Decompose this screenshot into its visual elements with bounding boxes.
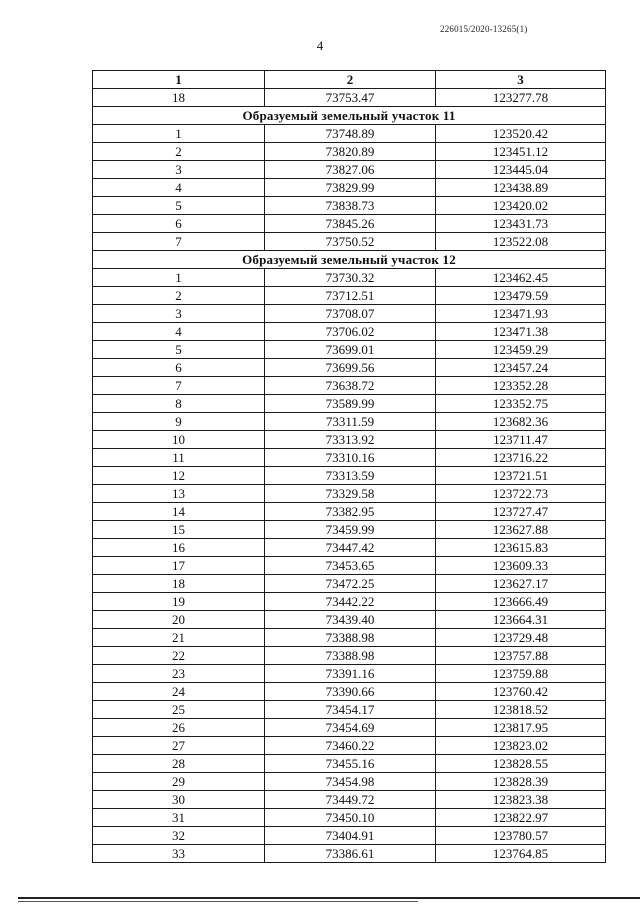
point-number-cell: 18: [93, 89, 265, 107]
coordinates-table: [92, 70, 606, 863]
table-row: [93, 827, 606, 845]
table-row: [93, 413, 606, 431]
point-number-cell: 11: [93, 449, 265, 467]
point-number-cell: 23: [93, 665, 265, 683]
y-coordinate-cell: 123721.51: [436, 467, 606, 485]
y-coordinate-cell: 123727.47: [436, 503, 606, 521]
y-coordinate-cell: 123520.42: [436, 125, 606, 143]
table-row: [93, 575, 606, 593]
y-coordinate-cell: 123609.33: [436, 557, 606, 575]
x-coordinate-cell: 73748.89: [265, 125, 436, 143]
x-coordinate-cell: 73388.98: [265, 629, 436, 647]
table-row: [93, 629, 606, 647]
column-header-point: 1: [93, 71, 265, 89]
y-coordinate-cell: 123682.36: [436, 413, 606, 431]
point-number-cell: 6: [93, 359, 265, 377]
point-number-cell: 24: [93, 683, 265, 701]
table-row: [93, 197, 606, 215]
y-coordinate-cell: 123716.22: [436, 449, 606, 467]
page-number: 4: [316, 38, 324, 53]
table-row: [93, 791, 606, 809]
point-number-cell: 16: [93, 539, 265, 557]
y-coordinate-cell: 123722.73: [436, 485, 606, 503]
table-header-row: [93, 71, 606, 89]
y-coordinate-cell: 123462.45: [436, 269, 606, 287]
y-coordinate-cell: 123522.08: [436, 233, 606, 251]
point-number-cell: 1: [93, 269, 265, 287]
x-coordinate-cell: 73730.32: [265, 269, 436, 287]
point-number-cell: 5: [93, 341, 265, 359]
y-coordinate-cell: 123828.55: [436, 755, 606, 773]
y-coordinate-cell: 123277.78: [436, 89, 606, 107]
table-row: [93, 737, 606, 755]
table-row: [93, 233, 606, 251]
x-coordinate-cell: 73329.58: [265, 485, 436, 503]
bottom-rule-secondary: [18, 901, 418, 902]
x-coordinate-cell: 73699.01: [265, 341, 436, 359]
x-coordinate-cell: 73386.61: [265, 845, 436, 863]
table-row: [93, 377, 606, 395]
x-coordinate-cell: 73454.98: [265, 773, 436, 791]
y-coordinate-cell: 123817.95: [436, 719, 606, 737]
column-header-x: 2: [265, 71, 436, 89]
y-coordinate-cell: 123471.38: [436, 323, 606, 341]
y-coordinate-cell: 123822.97: [436, 809, 606, 827]
table-row: [93, 719, 606, 737]
point-number-cell: 33: [93, 845, 265, 863]
y-coordinate-cell: 123420.02: [436, 197, 606, 215]
table-row: [93, 449, 606, 467]
table-row: [93, 467, 606, 485]
x-coordinate-cell: 73845.26: [265, 215, 436, 233]
table-row: [93, 305, 606, 323]
point-number-cell: 12: [93, 467, 265, 485]
point-number-cell: 3: [93, 305, 265, 323]
section-header-row: [93, 251, 606, 269]
x-coordinate-cell: 73460.22: [265, 737, 436, 755]
x-coordinate-cell: 73454.69: [265, 719, 436, 737]
y-coordinate-cell: 123438.89: [436, 179, 606, 197]
x-coordinate-cell: 73453.65: [265, 557, 436, 575]
point-number-cell: 15: [93, 521, 265, 539]
point-number-cell: 28: [93, 755, 265, 773]
x-coordinate-cell: 73708.07: [265, 305, 436, 323]
y-coordinate-cell: 123760.42: [436, 683, 606, 701]
x-coordinate-cell: 73388.98: [265, 647, 436, 665]
x-coordinate-cell: 73838.73: [265, 197, 436, 215]
point-number-cell: 2: [93, 143, 265, 161]
y-coordinate-cell: 123664.31: [436, 611, 606, 629]
bottom-rule: [18, 897, 640, 899]
table-row: [93, 179, 606, 197]
y-coordinate-cell: 123757.88: [436, 647, 606, 665]
section-header-row: [93, 107, 606, 125]
table-row: [93, 323, 606, 341]
point-number-cell: 4: [93, 179, 265, 197]
y-coordinate-cell: 123471.93: [436, 305, 606, 323]
y-coordinate-cell: 123823.38: [436, 791, 606, 809]
x-coordinate-cell: 73638.72: [265, 377, 436, 395]
x-coordinate-cell: 73390.66: [265, 683, 436, 701]
column-header-y: 3: [436, 71, 606, 89]
x-coordinate-cell: 73827.06: [265, 161, 436, 179]
x-coordinate-cell: 73391.16: [265, 665, 436, 683]
x-coordinate-cell: 73454.17: [265, 701, 436, 719]
table-row: [93, 647, 606, 665]
x-coordinate-cell: 73382.95: [265, 503, 436, 521]
x-coordinate-cell: 73439.40: [265, 611, 436, 629]
y-coordinate-cell: 123729.48: [436, 629, 606, 647]
y-coordinate-cell: 123445.04: [436, 161, 606, 179]
section-title: Образуемый земельный участок 11: [93, 107, 606, 125]
table-row: [93, 701, 606, 719]
x-coordinate-cell: 73472.25: [265, 575, 436, 593]
x-coordinate-cell: 73449.72: [265, 791, 436, 809]
y-coordinate-cell: 123352.75: [436, 395, 606, 413]
table-row: [93, 89, 606, 107]
table-row: [93, 125, 606, 143]
y-coordinate-cell: 123818.52: [436, 701, 606, 719]
point-number-cell: 4: [93, 323, 265, 341]
x-coordinate-cell: 73706.02: [265, 323, 436, 341]
x-coordinate-cell: 73313.59: [265, 467, 436, 485]
point-number-cell: 2: [93, 287, 265, 305]
table-row: [93, 593, 606, 611]
point-number-cell: 20: [93, 611, 265, 629]
y-coordinate-cell: 123780.57: [436, 827, 606, 845]
x-coordinate-cell: 73455.16: [265, 755, 436, 773]
point-number-cell: 30: [93, 791, 265, 809]
point-number-cell: 32: [93, 827, 265, 845]
table-row: [93, 485, 606, 503]
x-coordinate-cell: 73450.10: [265, 809, 436, 827]
table-row: [93, 521, 606, 539]
point-number-cell: 17: [93, 557, 265, 575]
y-coordinate-cell: 123352.28: [436, 377, 606, 395]
y-coordinate-cell: 123764.85: [436, 845, 606, 863]
y-coordinate-cell: 123627.17: [436, 575, 606, 593]
point-number-cell: 29: [93, 773, 265, 791]
point-number-cell: 10: [93, 431, 265, 449]
table-row: [93, 341, 606, 359]
x-coordinate-cell: 73699.56: [265, 359, 436, 377]
x-coordinate-cell: 73750.52: [265, 233, 436, 251]
table-row: [93, 359, 606, 377]
y-coordinate-cell: 123823.02: [436, 737, 606, 755]
point-number-cell: 31: [93, 809, 265, 827]
x-coordinate-cell: 73404.91: [265, 827, 436, 845]
table-row: [93, 683, 606, 701]
y-coordinate-cell: 123457.24: [436, 359, 606, 377]
point-number-cell: 7: [93, 377, 265, 395]
point-number-cell: 26: [93, 719, 265, 737]
x-coordinate-cell: 73589.99: [265, 395, 436, 413]
y-coordinate-cell: 123627.88: [436, 521, 606, 539]
table-row: [93, 143, 606, 161]
point-number-cell: 25: [93, 701, 265, 719]
x-coordinate-cell: 73447.42: [265, 539, 436, 557]
x-coordinate-cell: 73829.99: [265, 179, 436, 197]
point-number-cell: 14: [93, 503, 265, 521]
point-number-cell: 18: [93, 575, 265, 593]
point-number-cell: 19: [93, 593, 265, 611]
table-row: [93, 215, 606, 233]
table-row: [93, 557, 606, 575]
point-number-cell: 5: [93, 197, 265, 215]
table-row: [93, 269, 606, 287]
x-coordinate-cell: 73442.22: [265, 593, 436, 611]
table-row: [93, 503, 606, 521]
y-coordinate-cell: 123666.49: [436, 593, 606, 611]
x-coordinate-cell: 73712.51: [265, 287, 436, 305]
x-coordinate-cell: 73459.99: [265, 521, 436, 539]
point-number-cell: 1: [93, 125, 265, 143]
table-row: [93, 755, 606, 773]
table-row: [93, 665, 606, 683]
x-coordinate-cell: 73310.16: [265, 449, 436, 467]
y-coordinate-cell: 123451.12: [436, 143, 606, 161]
y-coordinate-cell: 123431.73: [436, 215, 606, 233]
x-coordinate-cell: 73820.89: [265, 143, 436, 161]
x-coordinate-cell: 73753.47: [265, 89, 436, 107]
point-number-cell: 27: [93, 737, 265, 755]
y-coordinate-cell: 123479.59: [436, 287, 606, 305]
table-row: [93, 809, 606, 827]
y-coordinate-cell: 123711.47: [436, 431, 606, 449]
table-row: [93, 395, 606, 413]
table-row: [93, 773, 606, 791]
x-coordinate-cell: 73311.59: [265, 413, 436, 431]
table-row: [93, 287, 606, 305]
table-row: [93, 431, 606, 449]
y-coordinate-cell: 123759.88: [436, 665, 606, 683]
point-number-cell: 6: [93, 215, 265, 233]
table-body: [93, 89, 606, 863]
point-number-cell: 3: [93, 161, 265, 179]
section-title: Образуемый земельный участок 12: [93, 251, 606, 269]
y-coordinate-cell: 123459.29: [436, 341, 606, 359]
point-number-cell: 9: [93, 413, 265, 431]
x-coordinate-cell: 73313.92: [265, 431, 436, 449]
point-number-cell: 7: [93, 233, 265, 251]
table-row: [93, 539, 606, 557]
y-coordinate-cell: 123615.83: [436, 539, 606, 557]
point-number-cell: 13: [93, 485, 265, 503]
table-row: [93, 611, 606, 629]
table-row: [93, 161, 606, 179]
point-number-cell: 8: [93, 395, 265, 413]
point-number-cell: 22: [93, 647, 265, 665]
table-row: [93, 845, 606, 863]
document-id: 226015/2020-13265(1): [440, 24, 528, 34]
point-number-cell: 21: [93, 629, 265, 647]
y-coordinate-cell: 123828.39: [436, 773, 606, 791]
